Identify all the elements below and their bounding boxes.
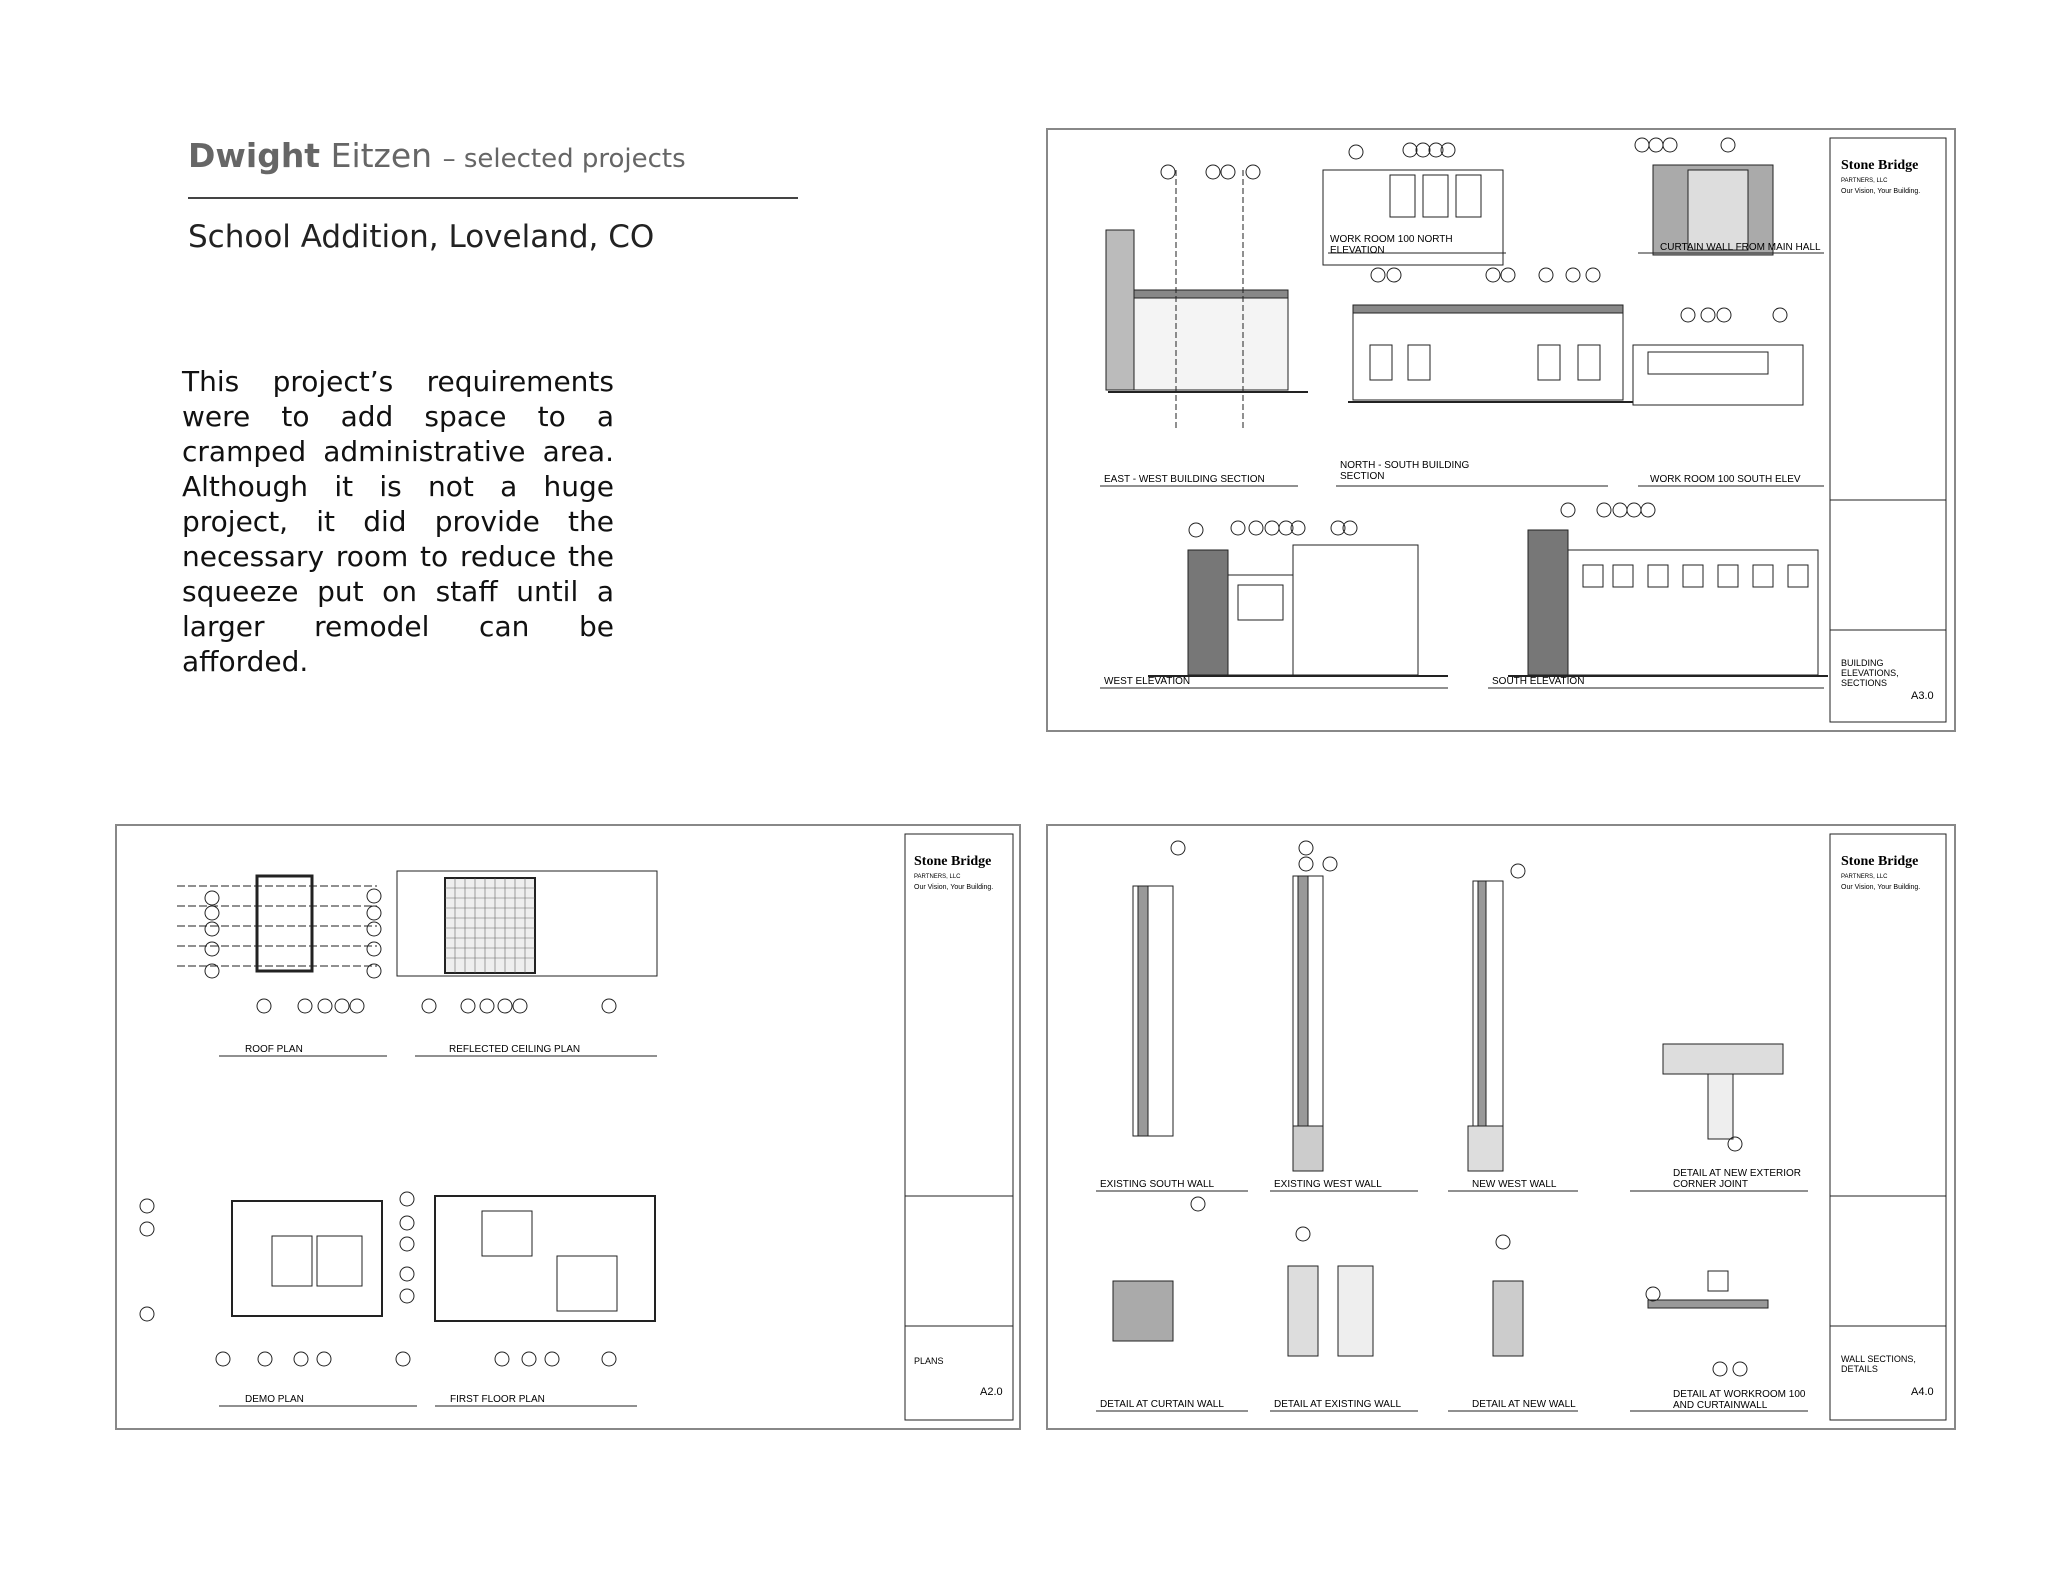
title-rule: [188, 197, 798, 199]
label-north-south-section: NORTH - SOUTH BUILDING SECTION: [1340, 460, 1470, 482]
label-south-elevation: SOUTH ELEVATION: [1492, 676, 1585, 687]
label-reflected-ceiling-plan: REFLECTED CEILING PLAN: [449, 1044, 581, 1055]
label-existing-west-wall: EXISTING WEST WALL: [1274, 1179, 1382, 1190]
sheet-title-a2: PLANS: [914, 1356, 944, 1366]
portfolio-header: [188, 136, 798, 199]
label-west-elevation: WEST ELEVATION: [1104, 676, 1191, 687]
firm-logo-a2: Stone Bridge: [914, 854, 992, 869]
label-east-west-section: EAST - WEST BUILDING SECTION: [1104, 474, 1265, 485]
label-work-room-north: WORK ROOM 100 NORTH ELEVATION: [1330, 234, 1453, 256]
project-title: School Addition, Loveland, CO: [188, 219, 655, 255]
firm-suffix-a4: PARTNERS, LLC: [1841, 874, 1888, 880]
firm-logo-a3: Stone Bridge: [1841, 158, 1919, 173]
name-last: Eitzen: [330, 136, 433, 175]
sheet-a4-drawing: [1048, 826, 1954, 1428]
firm-tagline-a4: Our Vision, Your Building.: [1841, 884, 1921, 891]
firm-logo-a4: Stone Bridge: [1841, 854, 1919, 869]
firm-tagline-a2: Our Vision, Your Building.: [914, 884, 994, 891]
label-existing-south-wall: EXISTING SOUTH WALL: [1100, 1179, 1215, 1190]
project-description: This project’s requirements were to add space to a cramped administrative area. Although it is not a huge project, it did provide the necessary room to reduce the squeeze put on staff until a larger remodel can be afforded.: [182, 365, 614, 678]
label-corner-joint: DETAIL AT NEW EXTERIOR CORNER JOINT: [1673, 1168, 1801, 1190]
sheet-number-a2: A2.0: [980, 1386, 1003, 1398]
label-new-west-wall: NEW WEST WALL: [1472, 1179, 1557, 1190]
firm-tagline-a3: Our Vision, Your Building.: [1841, 188, 1921, 195]
drawing-sheet-a3: [1046, 128, 1956, 732]
drawing-sheet-a2: [115, 824, 1021, 1430]
label-detail-workroom: DETAIL AT WORKROOM 100 AND CURTAINWALL: [1673, 1389, 1806, 1411]
label-first-floor-plan: FIRST FLOOR PLAN: [450, 1394, 545, 1405]
firm-suffix-a3: PARTNERS, LLC: [1841, 178, 1888, 184]
sheet-title-a4: WALL SECTIONS, DETAILS: [1841, 1354, 1916, 1374]
portfolio-subtitle: – selected projects: [442, 144, 686, 174]
sheet-number-a4: A4.0: [1911, 1386, 1934, 1398]
name-first: Dwight: [188, 136, 321, 175]
sheet-a2-drawing: [117, 826, 1019, 1428]
sheet-title-a3: BUILDING ELEVATIONS, SECTIONS: [1841, 658, 1899, 688]
firm-suffix-a2: PARTNERS, LLC: [914, 874, 961, 880]
sheet-a3-drawing: [1048, 130, 1954, 730]
label-detail-existing-wall: DETAIL AT EXISTING WALL: [1274, 1399, 1402, 1410]
label-detail-curtain-wall: DETAIL AT CURTAIN WALL: [1100, 1399, 1224, 1410]
label-demo-plan: DEMO PLAN: [245, 1394, 304, 1405]
label-detail-new-wall: DETAIL AT NEW WALL: [1472, 1399, 1576, 1410]
label-curtain-wall: CURTAIN WALL FROM MAIN HALL: [1660, 242, 1821, 253]
portfolio-title: [188, 136, 798, 175]
sheet-number-a3: A3.0: [1911, 690, 1934, 702]
label-roof-plan: ROOF PLAN: [245, 1044, 303, 1055]
label-work-room-south: WORK ROOM 100 SOUTH ELEV: [1650, 474, 1801, 485]
drawing-sheet-a4: [1046, 824, 1956, 1430]
